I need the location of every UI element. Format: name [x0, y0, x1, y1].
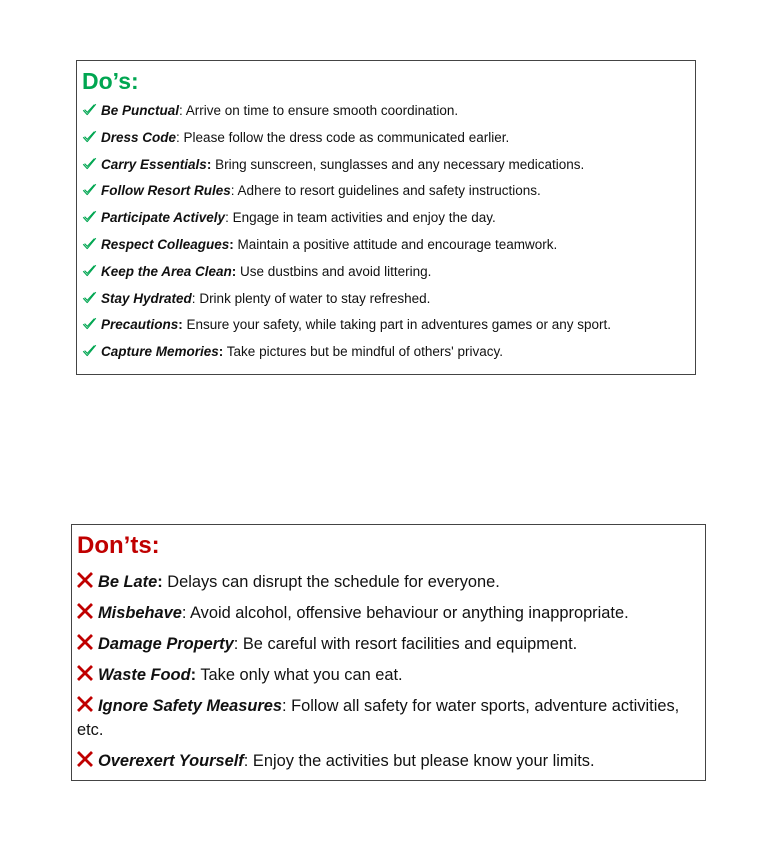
donts-item-separator: : — [243, 752, 249, 770]
donts-item — [77, 749, 697, 773]
dos-panel — [76, 60, 696, 375]
check-icon — [82, 291, 97, 304]
dos-item-separator: : — [206, 156, 212, 172]
dos-item-separator: : — [230, 183, 235, 199]
cross-icon — [77, 572, 93, 588]
dos-item-term: Stay Hydrated — [101, 290, 192, 306]
donts-heading: Don’ts: — [77, 532, 160, 559]
dos-item-term: Be Punctual — [101, 103, 180, 118]
dos-item-separator: : — [178, 317, 183, 333]
check-icon — [82, 103, 97, 116]
dos-item-text: Adhere to resort guidelines and safety instructions. — [234, 183, 541, 199]
dos-item — [82, 156, 689, 183]
donts-item-separator: : — [282, 697, 287, 715]
dos-item — [82, 129, 689, 156]
dos-item-separator: : — [191, 290, 196, 306]
donts-item-text: Be careful with resort facilities and equipment. — [238, 635, 578, 653]
dos-item-term: Participate Actively — [101, 210, 226, 226]
dos-item-text: Drink plenty of water to stay refreshed. — [195, 290, 431, 306]
dos-item-text: Maintain a positive attitude and encourage teamwork. — [233, 236, 558, 252]
check-icon — [82, 210, 97, 223]
donts-item — [77, 601, 697, 625]
dos-list — [82, 102, 689, 370]
dos-item-text: Use dustbins and avoid littering. — [236, 263, 432, 279]
dos-item-text: Arrive on time to ensure smooth coordination. — [182, 103, 459, 118]
donts-item-separator: : — [157, 573, 163, 591]
dos-item — [82, 236, 689, 263]
donts-item-text: Enjoy the activities but please know your limits. — [248, 752, 595, 770]
dos-item — [82, 209, 689, 236]
check-icon — [82, 344, 97, 357]
donts-item-term: Misbehave — [98, 604, 182, 622]
dos-item-term: Dress Code — [101, 129, 177, 145]
donts-item-separator: : — [181, 604, 187, 622]
dos-item — [82, 182, 689, 209]
check-icon — [82, 237, 97, 250]
cross-icon — [77, 603, 93, 619]
donts-item-text: Follow all safety for water sports, adventure activities, etc. — [77, 697, 680, 739]
check-icon — [82, 264, 97, 277]
dos-item — [82, 263, 689, 290]
cross-icon — [77, 634, 93, 650]
donts-list — [77, 570, 697, 773]
donts-item — [77, 694, 697, 742]
dos-item-term: Capture Memories — [101, 344, 219, 360]
check-icon — [82, 130, 97, 143]
donts-item-term: Damage Property — [98, 635, 234, 653]
check-icon — [82, 317, 97, 330]
dos-item — [82, 102, 689, 129]
cross-icon — [77, 751, 93, 767]
dos-item-text: Please follow the dress code as communicated earlier. — [179, 129, 510, 145]
dos-item — [82, 343, 689, 370]
dos-item-separator: : — [179, 103, 183, 118]
dos-item-text: Ensure your safety, while taking part in adventures games or any sport. — [182, 317, 611, 333]
donts-item-separator: : — [190, 666, 197, 684]
donts-item-text: Take only what you can eat. — [196, 666, 403, 684]
dos-item-term: Keep the Area Clean — [101, 263, 232, 279]
dos-item-term: Precautions — [101, 317, 179, 333]
dos-item — [82, 290, 689, 317]
dos-item-text: Bring sunscreen, sunglasses and any necessary medications. — [211, 156, 585, 172]
donts-panel — [71, 524, 706, 781]
donts-item-term: Ignore Safety Measures — [98, 697, 283, 715]
dos-item-text: Take pictures but be mindful of others' privacy. — [223, 344, 504, 360]
dos-item-term: Respect Colleagues — [101, 236, 230, 252]
donts-item-term: Overexert Yourself — [98, 752, 244, 770]
check-icon — [82, 183, 97, 196]
donts-item-term: Waste Food — [98, 666, 191, 684]
donts-item — [77, 632, 697, 656]
donts-item — [77, 663, 697, 687]
dos-item-separator: : — [231, 263, 237, 279]
donts-item-text: Avoid alcohol, offensive behaviour or anything inappropriate. — [186, 604, 629, 622]
donts-item-term: Be Late — [98, 573, 158, 591]
dos-item-separator: : — [176, 129, 180, 145]
dos-item-separator: : — [229, 236, 234, 252]
donts-item — [77, 570, 697, 594]
dos-item-term: Carry Essentials — [101, 156, 207, 172]
dos-item-separator: : — [218, 344, 224, 360]
dos-heading: Do’s: — [82, 68, 139, 94]
donts-item-text: Delays can disrupt the schedule for everyone. — [162, 573, 500, 591]
cross-icon — [77, 665, 93, 681]
dos-item-text: Engage in team activities and enjoy the day. — [228, 210, 496, 226]
cross-icon — [77, 696, 93, 712]
check-icon — [82, 157, 97, 170]
dos-item-separator: : — [225, 210, 229, 226]
donts-item-separator: : — [233, 635, 239, 653]
dos-item — [82, 316, 689, 343]
dos-item-term: Follow Resort Rules — [101, 183, 231, 199]
